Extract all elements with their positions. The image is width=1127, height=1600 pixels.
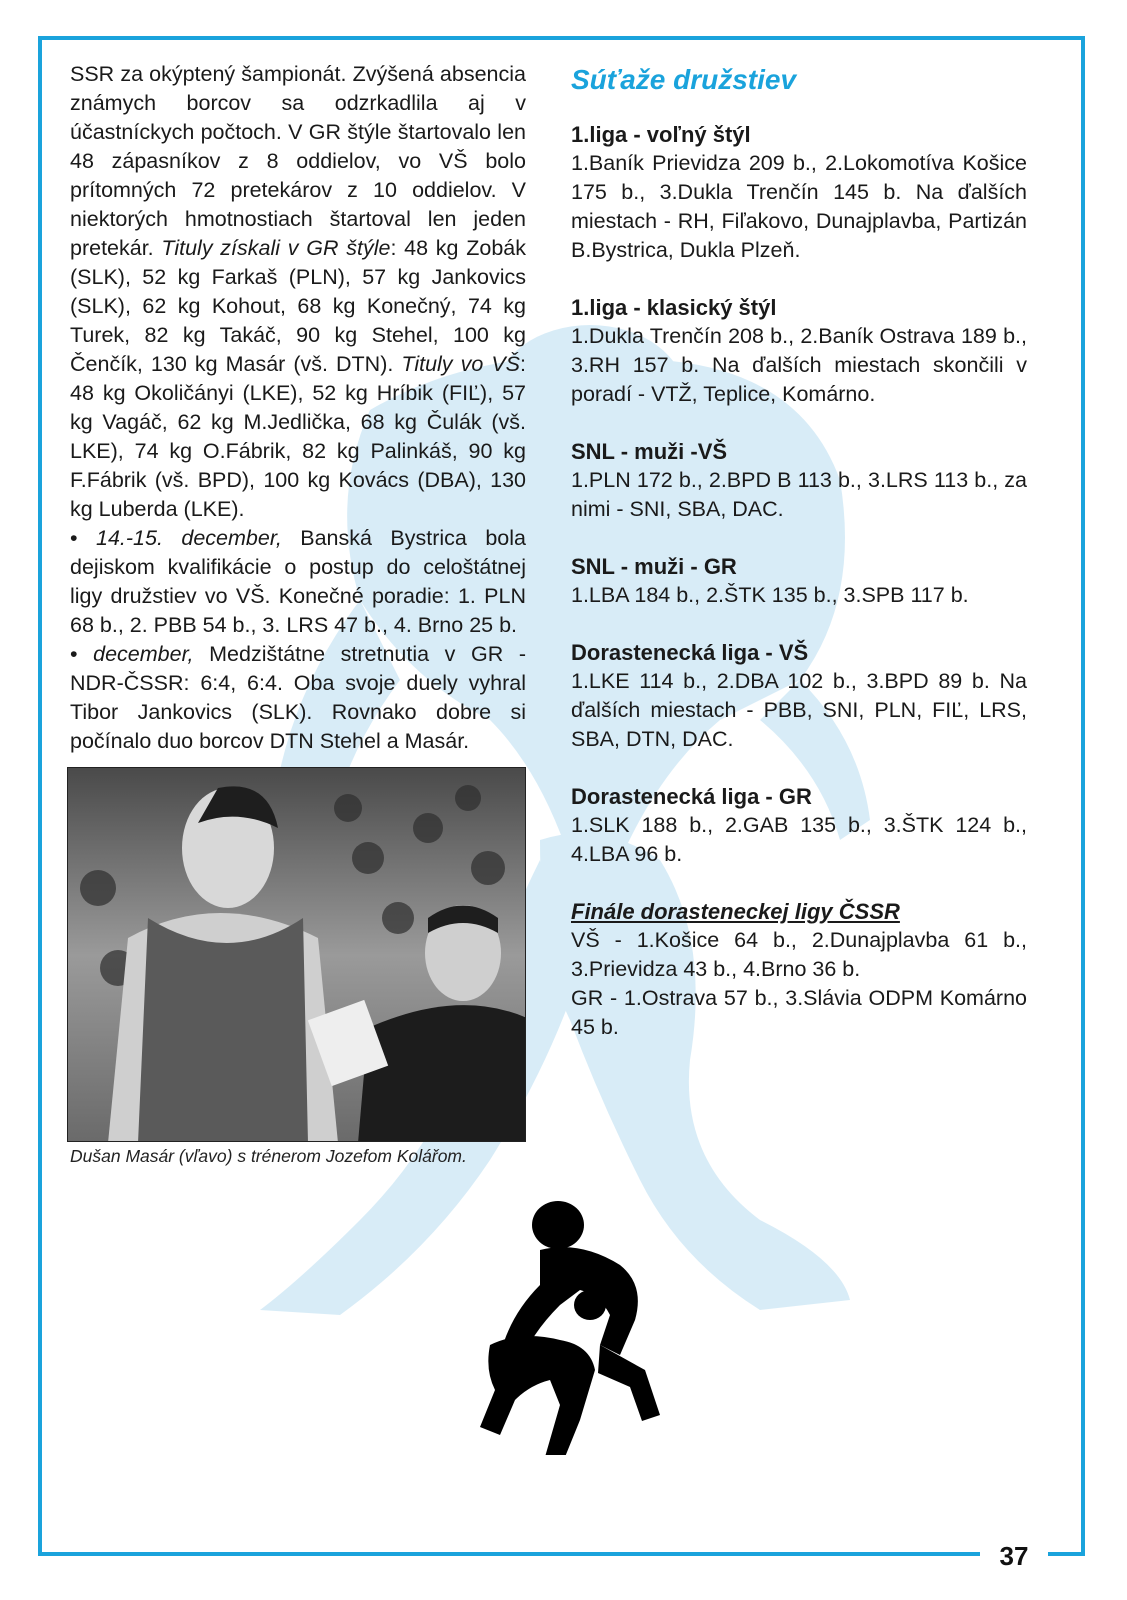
wrestler-coach-photo <box>67 767 526 1142</box>
final-results-gr: GR - 1.Ostrava 57 b., 3.Slávia ODPM Komárno 45 b. <box>571 986 1027 1039</box>
league-block <box>571 293 1027 409</box>
wrestling-pictogram-icon <box>470 1195 680 1455</box>
bullet-item-2 <box>70 640 526 756</box>
vs-titles-text: : 48 kg Okoličányi (LKE), 52 kg Hríbik (FIĽ), 57 kg Vagáč, 62 kg M.Jedlička, 68 kg Čulák (vš. LKE), 74 kg O.Fábrik, 82 kg Palinkáš, 90 kg F.Fábrik (vš. BPD), 100 kg Kovács (DBA), 130 kg Luberda (LKE). <box>70 352 526 521</box>
league-heading: SNL - muži -VŠ <box>571 439 728 464</box>
left-column-text <box>70 60 526 756</box>
league-results: 1.Baník Prievidza 209 b., 2.Lokomotíva Košice 175 b., 3.Dukla Trenčín 145 b. Na ďalších miestach - RH, Fiľakovo, Dunajplavba, Partizán B.Bystrica, Dukla Plzeň. <box>571 151 1027 262</box>
league-heading: Dorastenecká liga - VŠ <box>571 640 809 665</box>
league-results: 1.Dukla Trenčín 208 b., 2.Baník Ostrava 189 b., 3.RH 157 b. Na ďalších miestach skončili v poradí - VTŽ, Teplice, Komárno. <box>571 324 1027 406</box>
bullet-item-2-date: december, <box>93 642 194 666</box>
photo-caption: Dušan Masár (vľavo) s trénerom Jozefom Kolářom. <box>70 1146 467 1166</box>
league-heading: 1.liga - voľný štýl <box>571 122 751 147</box>
gr-titles-label: Tituly získali v GR štýle <box>161 236 391 260</box>
bullet-item-1-text: Banská Bystrica bola dejiskom kvalifikácie o postup do celoštátnej ligy družstiev vo VŠ. Konečné poradie: 1. PLN 68 b., 2. PBB 54 b., 3. LRS 47 b., 4. Brno 25 b. <box>70 526 526 637</box>
gr-titles-text: : 48 kg Zobák (SLK), 52 kg Farkaš (PLN), 57 kg Jankovics (SLK), 62 kg Kohout, 68 kg Konečný, 74 kg Turek, 82 kg Takáč, 90 kg Stehel, 100 kg Čenčík, 130 kg Masár (vš. DTN). <box>70 236 526 376</box>
league-heading: Dorastenecká liga - GR <box>571 784 812 809</box>
league-block <box>571 437 1027 524</box>
right-column <box>571 60 1027 1070</box>
left-paragraph <box>70 60 526 524</box>
league-block <box>571 782 1027 869</box>
bullet-item-1 <box>70 524 526 640</box>
league-block <box>571 120 1027 265</box>
page-number: 37 <box>999 1541 1029 1571</box>
intro-text: SSR za okýptený šampionát. Zvýšená absencia známych borcov sa odzrkadlila aj v účastníckych počtoch. V GR štýle štartovalo len 48 zápasníkov z 8 oddielov, vo VŠ bolo prítomných 72 pretekárov z 10 oddielov. V niektorých hmotnostiach štartoval len jeden pretekár. <box>70 62 526 260</box>
bullet-item-1-date: 14.-15. december, <box>96 526 282 550</box>
bullet-item-2-text: Medzištátne stretnutia v GR - NDR-ČSSR: 6:4, 6:4. Oba svoje duely vyhral Tibor Jankovics (SLK). Rovnako dobre si počínalo duo borcov DTN Stehel a Masár. <box>70 642 526 753</box>
section-title: Súťaže družstiev <box>571 64 797 95</box>
photo-illustration <box>68 768 526 1142</box>
final-results-vs: VŠ - 1.Košice 64 b., 2.Dunajplavba 61 b., 3.Prievidza 43 b., 4.Brno 36 b. <box>571 928 1027 981</box>
league-block <box>571 552 1027 610</box>
final-heading: Finále dorasteneckej ligy ČSSR <box>571 899 900 924</box>
league-results: 1.LKE 114 b., 2.DBA 102 b., 3.BPD 89 b. Na ďalších miestach - PBB, SNI, PLN, FIĽ, LRS, SBA, DTN, DAC. <box>571 669 1027 751</box>
bullet-icon: • <box>70 642 94 666</box>
league-results: 1.PLN 172 b., 2.BPD B 113 b., 3.LRS 113 b., za nimi - SNI, SBA, DAC. <box>571 468 1027 521</box>
league-heading: SNL - muži - GR <box>571 554 737 579</box>
league-results: 1.LBA 184 b., 2.ŠTK 135 b., 3.SPB 117 b. <box>571 583 969 607</box>
league-block <box>571 638 1027 754</box>
league-heading: 1.liga - klasický štýl <box>571 295 777 320</box>
league-results: 1.SLK 188 b., 2.GAB 135 b., 3.ŠTK 124 b., 4.LBA 96 b. <box>571 813 1027 866</box>
vs-titles-label: Tituly vo VŠ <box>401 352 521 376</box>
final-block <box>571 897 1027 1042</box>
bullet-icon: • <box>70 526 96 550</box>
